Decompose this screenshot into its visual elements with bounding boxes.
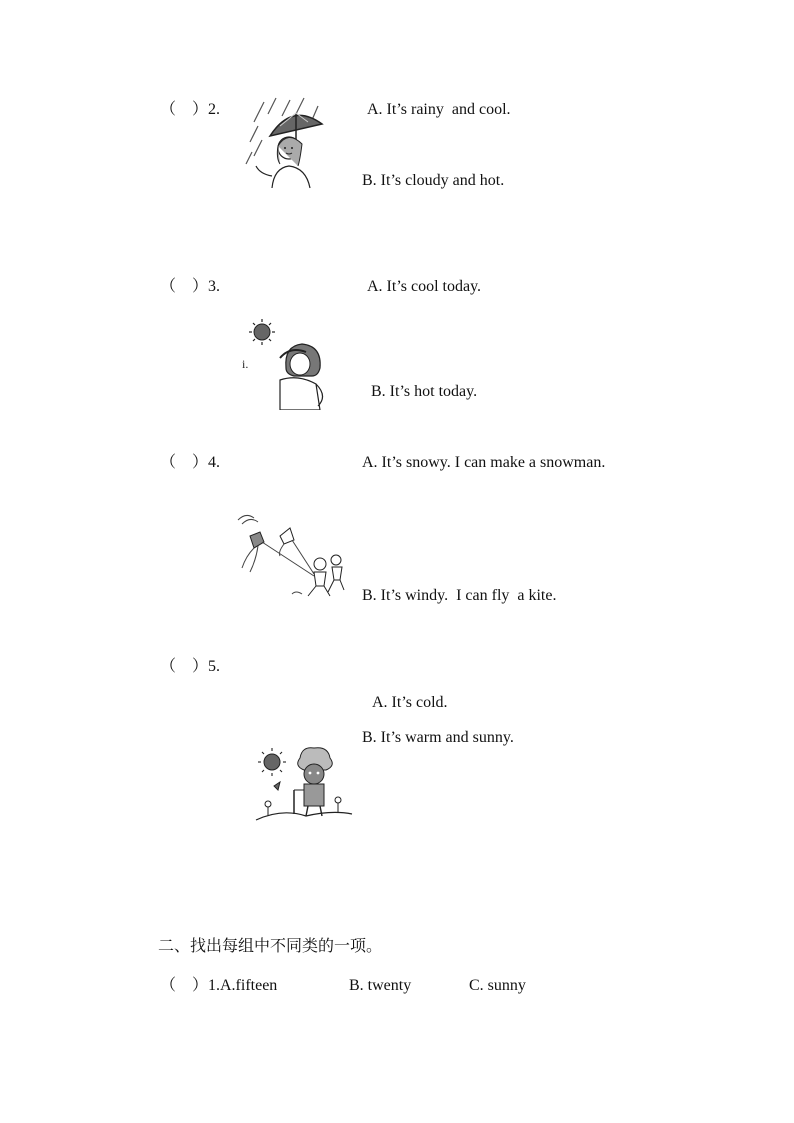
question-5-option-b: B. It’s warm and sunny. <box>362 729 514 746</box>
section-2-heading: 二、找出每组中不同类的一项。 <box>158 936 383 955</box>
question-4-option-b: B. It’s windy. I can fly a kite. <box>362 587 557 604</box>
question-5-option-a: A. It’s cold. <box>372 694 448 711</box>
children-flying-kites-illustration <box>232 512 352 600</box>
question-2-option-b: B. It’s cloudy and hot. <box>362 172 505 189</box>
question-4-prefix: （ ）4. <box>160 454 221 471</box>
question-4-option-a: A. It’s snowy. I can make a snowman. <box>362 454 606 471</box>
svg-text:i.: i. <box>242 357 249 371</box>
question-3-option-a: A. It’s cool today. <box>367 278 482 295</box>
question-5-prefix: （ ）5. <box>160 658 221 675</box>
section-2-item-1-option-b: B. twenty <box>349 977 412 994</box>
section-2-item-1-option-c: C. sunny <box>469 977 526 994</box>
old-woman-sun-illustration <box>252 744 356 826</box>
question-3-option-b: B. It’s hot today. <box>371 383 478 400</box>
girl-umbrella-rain-illustration <box>242 96 328 190</box>
section-2-item-1-prefix: （ ）1.A.fifteen <box>160 977 278 994</box>
question-3-prefix: （ ）3. <box>160 278 221 295</box>
question-2-option-a: A. It’s rainy and cool. <box>367 101 511 118</box>
boy-hot-sun-illustration <box>240 318 326 410</box>
question-2-prefix: （ ）2. <box>160 101 221 118</box>
